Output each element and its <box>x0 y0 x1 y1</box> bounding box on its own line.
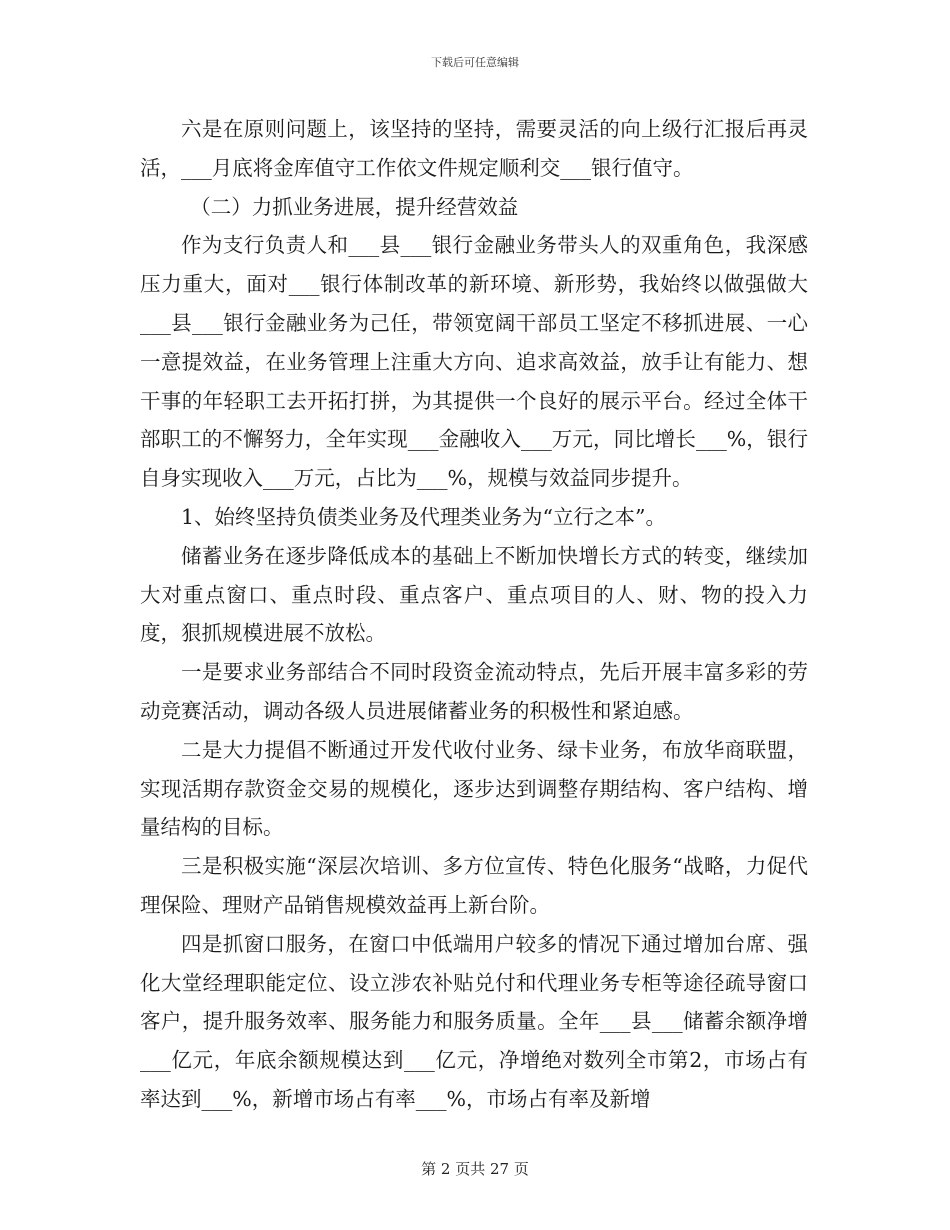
subsection-heading: 1、始终坚持负债类业务及代理类业务为“立行之本”。 <box>181 504 667 529</box>
paragraph: 三是积极实施“深层次培训、多方位宣传、特色化服务“战略，力促代理保险、理财产品销售规模效益再上新台阶。 <box>140 854 808 917</box>
document-body <box>140 110 808 1119</box>
paragraph: 储蓄业务在逐步降低成本的基础上不断加快增长方式的转变，继续加大对重点窗口、重点时段、重点客户、重点项目的人、财、物的投入力度，狠抓规模进展不放松。 <box>140 543 808 646</box>
section-heading: （二）力抓业务进展，提升经营效益 <box>190 194 519 219</box>
page-header: 下载后可任意编辑 <box>431 56 519 69</box>
paragraph: 六是在原则问题上，该坚持的坚持，需要灵活的向上级行汇报后再灵活，___月底将金库值守工作依文件规定顺利交___银行值守。 <box>140 117 808 180</box>
paragraph: 一是要求业务部结合不同时段资金流动特点，先后开展丰富多彩的劳动竞赛活动，调动各级人员进展储蓄业务的积极性和紧迫感。 <box>140 660 808 723</box>
paragraph: 二是大力提倡不断通过开发代收付业务、绿卡业务，布放华商联盟，实现活期存款资金交易的规模化，逐步达到调整存期结构、客户结构、增量结构的目标。 <box>140 737 808 840</box>
paragraph: 四是抓窗口服务，在窗口中低端用户较多的情况下通过增加台席、强化大堂经理职能定位、设立涉农补贴兑付和代理业务专柜等途径疏导窗口客户，提升服务效率、服务能力和服务质量。全年___县___储蓄余额净增___亿元，年底余额规模达到___亿元，净增绝对数列全市第2，市场占有率达到___%，新增市场占有率___%，市场占有率及新增 <box>140 931 808 1111</box>
page-number: 第 2 页共 27 页 <box>421 1160 529 1178</box>
paragraph: 作为支行负责人和___县___银行金融业务带头人的双重角色，我深感压力重大，面对___银行体制改革的新环境、新形势，我始终以做强做大___县___银行金融业务为己任，带领宽阔干部员工坚定不移抓进展、一心一意提效益，在业务管理上注重大方向、追求高效益，放手让有能力、想干事的年轻职工去开拓打拼，为其提供一个良好的展示平台。经过全体干部职工的不懈努力，全年实现___金融收入___万元，同比增长___%，银行自身实现收入___万元，占比为___%，规模与效益同步提升。 <box>140 233 808 491</box>
